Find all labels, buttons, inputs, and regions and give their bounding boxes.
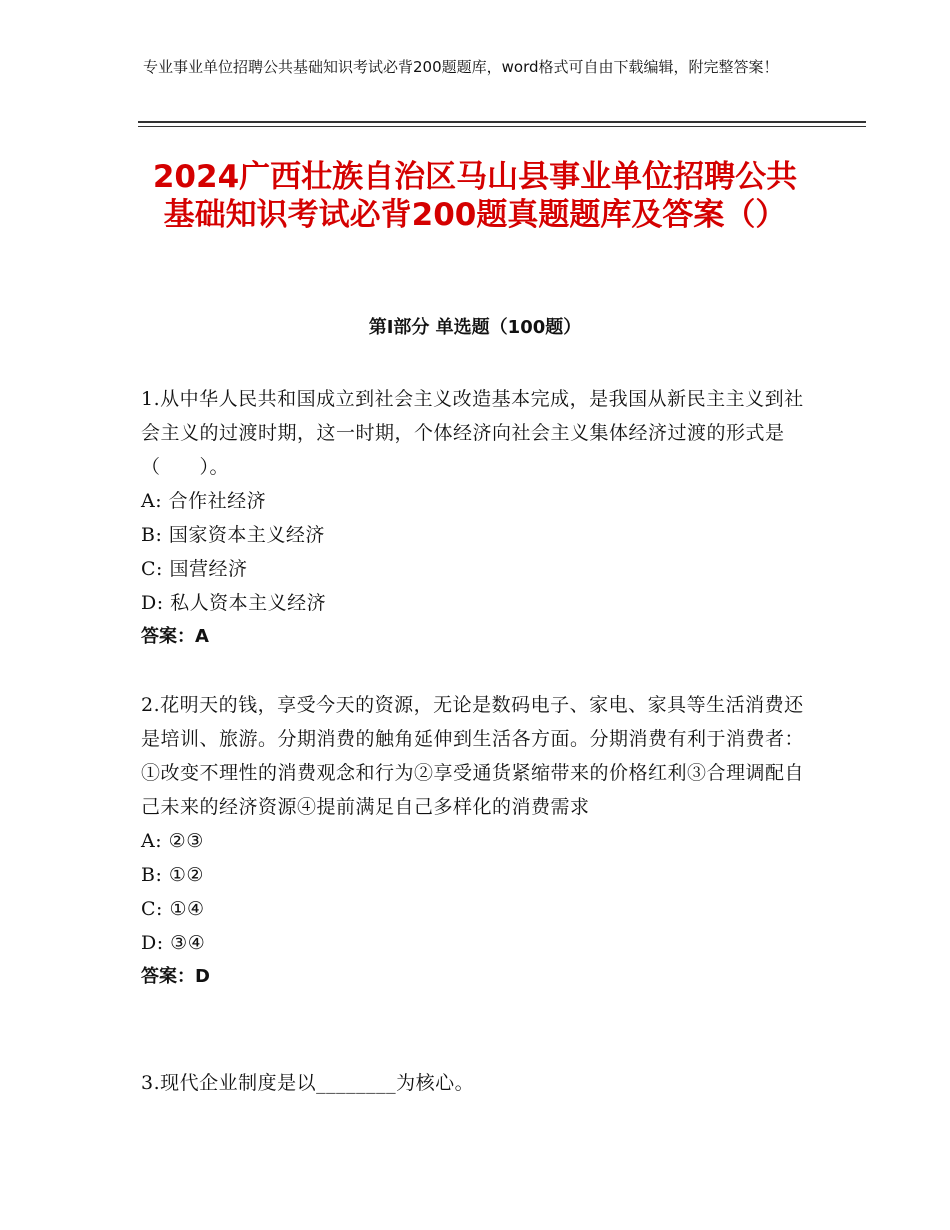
answer-line: 答案：D — [141, 966, 210, 987]
question-stem: 3.现代企业制度是以________为核心。 — [141, 1072, 475, 1094]
section-heading: 第Ⅰ部分 单选题（100题） — [368, 317, 582, 338]
option-a: A: 合作社经济 — [141, 490, 267, 512]
header-divider-thin — [138, 126, 866, 127]
header-note: 专业事业单位招聘公共基础知识考试必背200题题库，word格式可自由下载编辑，附完整答案！ — [143, 58, 779, 76]
question-stem: 1.从中华人民共和国成立到社会主义改造基本完成，是我国从新民主主义到社会主义的过渡时期，这一时期，个体经济向社会主义集体经济过渡的形式是（ ）。 — [141, 388, 804, 478]
option-a: A: ②③ — [141, 830, 204, 852]
answer-line: 答案：A — [141, 626, 209, 647]
option-c: C: ①④ — [141, 898, 205, 920]
question-3 — [141, 1066, 806, 1100]
option-c: C: 国营经济 — [141, 558, 248, 580]
document-title: 2024广西壮族自治区马山县事业单位招聘公共基础知识考试必背200题真题题库及答案（） — [152, 159, 798, 233]
option-d: D: 私人资本主义经济 — [141, 592, 327, 614]
option-b: B: ①② — [141, 864, 204, 886]
option-b: B: 国家资本主义经济 — [141, 524, 325, 546]
header-divider-thick — [138, 121, 866, 123]
question-2 — [141, 688, 806, 994]
question-stem: 2.花明天的钱，享受今天的资源，无论是数码电子、家电、家具等生活消费还是培训、旅游。分期消费的触角延伸到生活各方面。分期消费有利于消费者：①改变不理性的消费观念和行为②享受通货紧缩带来的价格红利③合理调配自己未来的经济资源④提前满足自己多样化的消费需求 — [141, 694, 805, 818]
question-1 — [141, 382, 806, 654]
option-d: D: ③④ — [141, 932, 206, 954]
